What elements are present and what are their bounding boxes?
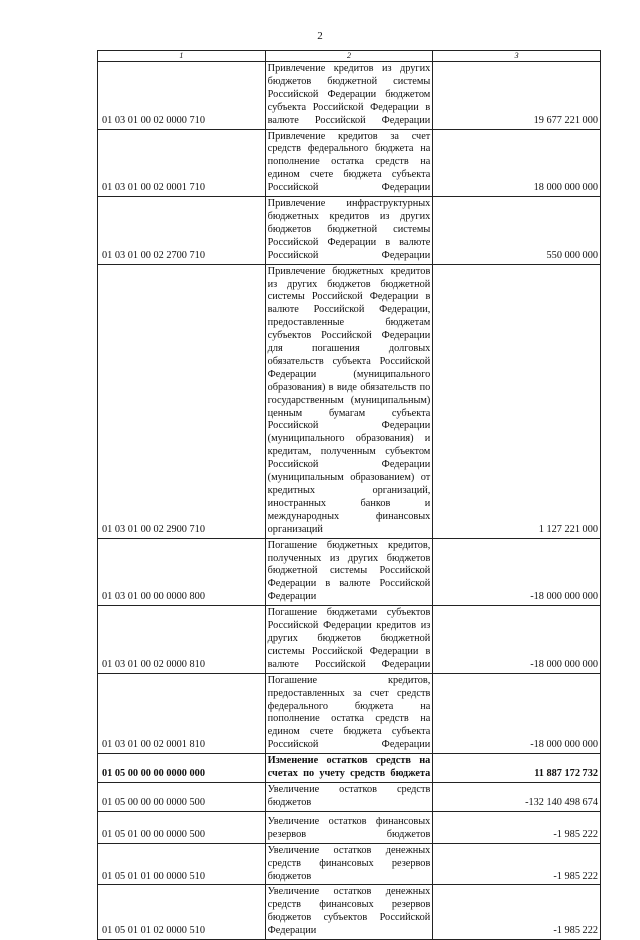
row-name: Привлечение кредитов из других бюджетов бюджетной системы Российской Федерации бюджетом субъекта Российской Федерации в валюте Российской Федерации bbox=[265, 62, 433, 130]
page-number: 2 bbox=[317, 30, 323, 42]
column-header-1: 1 bbox=[98, 51, 266, 62]
row-code: 01 05 01 01 02 0000 510 bbox=[98, 885, 266, 940]
row-code: 01 05 01 00 00 0000 500 bbox=[98, 811, 266, 843]
budget-sources-table bbox=[97, 50, 601, 940]
row-amount: 19 677 221 000 bbox=[433, 62, 601, 130]
row-amount: -18 000 000 000 bbox=[433, 673, 601, 753]
row-amount: -132 140 498 674 bbox=[433, 782, 601, 811]
table-row bbox=[98, 538, 601, 606]
row-amount: -1 985 222 bbox=[433, 843, 601, 885]
row-name: Погашение кредитов, предоставленных за счет средств федерального бюджета на пополнение остатка средств на едином счете бюджета субъекта Российской Федерации bbox=[265, 673, 433, 753]
row-name: Увеличение остатков средств бюджетов bbox=[265, 782, 433, 811]
row-amount: 11 887 172 732 bbox=[433, 754, 601, 783]
row-name: Привлечение инфраструктурных бюджетных кредитов из других бюджетов бюджетной системы Российской Федерации в валюте Российской Федерации bbox=[265, 197, 433, 265]
column-header-3: 3 bbox=[433, 51, 601, 62]
row-name: Увеличение остатков денежных средств финансовых резервов бюджетов bbox=[265, 843, 433, 885]
row-amount: 1 127 221 000 bbox=[433, 264, 601, 538]
row-name: Привлечение бюджетных кредитов из других бюджетов бюджетной системы Российской Федерации в валюте Российской Федерации, предоставленные бюджетам субъектов Российской Федерации для погашения долговых обязательств субъекта Российской Федерации (муниципального образования) в виде обязательств по государственным (муниципальным) ценным бумагам субъекта Российской Федерации (муниципального образования) и кредитам, полученным субъектом Российской Федерации (муниципальным образованием) от кредитных организаций, иностранных банков и международных финансовых организаций bbox=[265, 264, 433, 538]
row-code: 01 03 01 00 02 0001 710 bbox=[98, 129, 266, 197]
row-name: Погашение бюджетами субъектов Российской Федерации кредитов из других бюджетов бюджетной системы Российской Федерации в валюте Российской Федерации bbox=[265, 606, 433, 674]
table-row bbox=[98, 885, 601, 940]
row-amount: -18 000 000 000 bbox=[433, 606, 601, 674]
row-code: 01 03 01 00 02 0000 810 bbox=[98, 606, 266, 674]
row-code: 01 05 00 00 00 0000 000 bbox=[98, 754, 266, 783]
table-row bbox=[98, 264, 601, 538]
table-row bbox=[98, 129, 601, 197]
table-row bbox=[98, 782, 601, 811]
row-amount: -1 985 222 bbox=[433, 885, 601, 940]
row-name: Изменение остатков средств на счетах по учету средств бюджета bbox=[265, 754, 433, 783]
table-row bbox=[98, 843, 601, 885]
table-row bbox=[98, 606, 601, 674]
row-name: Увеличение остатков денежных средств финансовых резервов бюджетов субъектов Российской Федерации bbox=[265, 885, 433, 940]
row-code: 01 03 01 00 00 0000 800 bbox=[98, 538, 266, 606]
row-code: 01 03 01 00 02 2700 710 bbox=[98, 197, 266, 265]
row-amount: -18 000 000 000 bbox=[433, 538, 601, 606]
row-name: Погашение бюджетных кредитов, полученных из других бюджетов бюджетной системы Российской Федерации в валюте Российской Федерации bbox=[265, 538, 433, 606]
column-number-row bbox=[98, 51, 601, 62]
table-row bbox=[98, 811, 601, 843]
table-row bbox=[98, 673, 601, 753]
row-code: 01 03 01 00 02 2900 710 bbox=[98, 264, 266, 538]
row-name: Увеличение остатков финансовых резервов бюджетов bbox=[265, 811, 433, 843]
table-row bbox=[98, 62, 601, 130]
column-header-2: 2 bbox=[265, 51, 433, 62]
row-code: 01 03 01 00 02 0001 810 bbox=[98, 673, 266, 753]
row-amount: 550 000 000 bbox=[433, 197, 601, 265]
row-amount: -1 985 222 bbox=[433, 811, 601, 843]
row-code: 01 03 01 00 02 0000 710 bbox=[98, 62, 266, 130]
row-code: 01 05 01 01 00 0000 510 bbox=[98, 843, 266, 885]
table-row bbox=[98, 754, 601, 783]
row-amount: 18 000 000 000 bbox=[433, 129, 601, 197]
table-row bbox=[98, 197, 601, 265]
row-code: 01 05 00 00 00 0000 500 bbox=[98, 782, 266, 811]
row-name: Привлечение кредитов за счет средств федерального бюджета на пополнение остатка средств на едином счете бюджета субъекта Российской Федерации bbox=[265, 129, 433, 197]
